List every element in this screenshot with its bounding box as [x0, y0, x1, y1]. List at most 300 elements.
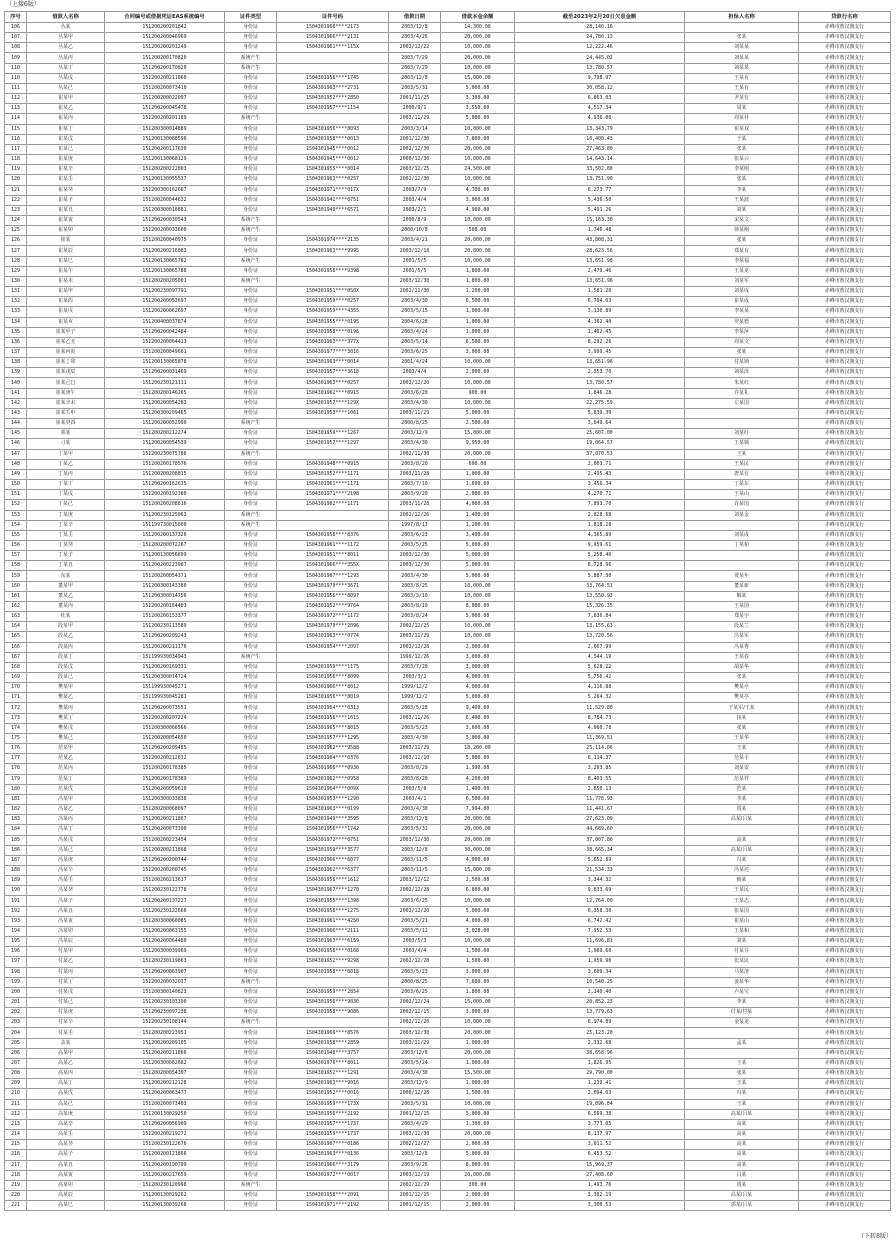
interest-owed: 24,780.13 [515, 33, 685, 43]
id-type: 身份证 [225, 591, 277, 601]
id-number: 1504301959****173X [277, 1099, 389, 1109]
table-row [5, 876, 891, 886]
loan-date: 2003/5/31 [389, 1099, 441, 1109]
row-number: 161 [5, 591, 27, 601]
contract-number: 151200200209185 [105, 1038, 225, 1048]
id-number: 1504301959****1175 [277, 662, 389, 672]
borrower-name: 冯某辛 [27, 865, 105, 875]
table-row [5, 144, 891, 154]
id-type: 身份证 [225, 906, 277, 916]
guarantor-name: 高某/吕某 [685, 815, 799, 825]
interest-owed: 30,058.12 [515, 83, 685, 93]
borrower-name: 邓某 [27, 429, 105, 439]
guarantor-name: 高某 [685, 1119, 799, 1129]
table-row [5, 957, 891, 967]
guarantor-name: 解某 [685, 591, 799, 601]
id-number: 1504301967****1270 [277, 886, 389, 896]
borrower-name: 崔某壬申 [27, 408, 105, 418]
row-number: 183 [5, 815, 27, 825]
id-type: 身份证 [225, 581, 277, 591]
contract-number: 151200200178385 [105, 764, 225, 774]
guarantor-name: 付某锁 [685, 358, 799, 368]
contract-number: 151200300014756 [105, 591, 225, 601]
interest-owed: 20,852.23 [515, 998, 685, 1008]
table-row [5, 480, 891, 490]
guarantor-name: 宋某文 [685, 215, 799, 225]
id-number: 1504301956****1615 [277, 713, 389, 723]
row-number: 164 [5, 622, 27, 632]
interest-owed: 6,114.37 [515, 754, 685, 764]
guarantor-name: 王某 [685, 1058, 799, 1068]
lending-branch: 赤峰市敖汉旗支行 [799, 713, 891, 723]
interest-owed: 8,728.96 [515, 561, 685, 571]
row-number: 144 [5, 419, 27, 429]
lending-branch: 赤峰市敖汉旗支行 [799, 1089, 891, 1099]
borrower-name: 高某甲 [27, 1048, 105, 1058]
lending-branch: 赤峰市敖汉旗支行 [799, 855, 891, 865]
row-number: 170 [5, 683, 27, 693]
loan-date: 2003/4/26 [389, 33, 441, 43]
contract-number: 151200300143380 [105, 581, 225, 591]
contract-number: 151200200073551 [105, 703, 225, 713]
id-number: 1504301962****0958 [277, 774, 389, 784]
loan-date: 2003/11/29 [389, 632, 441, 642]
id-number: 1504301971****2198 [277, 490, 389, 500]
lending-branch: 赤峰市敖汉旗支行 [799, 134, 891, 144]
id-number: 1504301955****0014 [277, 165, 389, 175]
lending-branch: 赤峰市敖汉旗支行 [799, 693, 891, 703]
lending-branch: 赤峰市敖汉旗支行 [799, 43, 891, 53]
principal-balance: 5,000.00 [441, 571, 515, 581]
table-row [5, 1038, 891, 1048]
lending-branch: 赤峰市敖汉旗支行 [799, 805, 891, 815]
borrower-name: 樊某乙 [27, 693, 105, 703]
contract-number: 151200200146265 [105, 388, 225, 398]
row-number: 202 [5, 1008, 27, 1018]
interest-owed: 2,332.68 [515, 1038, 685, 1048]
principal-balance: 4,700.00 [441, 185, 515, 195]
table-row [5, 612, 891, 622]
lending-branch: 赤峰市敖汉旗支行 [799, 104, 891, 114]
row-number: 133 [5, 307, 27, 317]
table-row [5, 693, 891, 703]
interest-owed: 11,529.80 [515, 703, 685, 713]
guarantor-name: 于某 [685, 134, 799, 144]
lending-branch: 赤峰市敖汉旗支行 [799, 500, 891, 510]
borrower-name: 崔某 [27, 236, 105, 246]
table-row [5, 185, 891, 195]
interest-owed: 3,011.52 [515, 1140, 685, 1150]
guarantor-name: 王某国 [685, 601, 799, 611]
interest-owed: 19,096.84 [515, 1099, 685, 1109]
table-row [5, 1190, 891, 1200]
interest-owed: 15,969.37 [515, 1160, 685, 1170]
guarantor-name: 冯某军 [685, 632, 799, 642]
borrower-name: 高某癸 [27, 1140, 105, 1150]
contract-number: 151200200208816 [105, 500, 225, 510]
id-type: 身份证 [225, 327, 277, 337]
lending-branch: 赤峰市敖汉旗支行 [799, 368, 891, 378]
principal-balance: 7,800.00 [441, 134, 515, 144]
row-number: 182 [5, 805, 27, 815]
table-row [5, 398, 891, 408]
contract-number: 151200230119863 [105, 957, 225, 967]
id-number: 1504301949****3595 [277, 815, 389, 825]
principal-balance: 20,000.00 [441, 33, 515, 43]
interest-owed: 4,936.00 [515, 114, 685, 124]
header-interest: 截至2023年2月20日欠息金额 [515, 12, 685, 23]
borrower-name: 付某庚 [27, 1008, 105, 1018]
loan-ledger-table [4, 11, 891, 1211]
interest-owed: 5,436.50 [515, 195, 685, 205]
id-number: 1504301945****0012 [277, 144, 389, 154]
borrower-name: 崔某巳 [27, 256, 105, 266]
guarantor-name: 张某 [685, 175, 799, 185]
id-number: 1504301964****0376 [277, 754, 389, 764]
id-type: 身份证 [225, 94, 277, 104]
guarantor-name [685, 1028, 799, 1038]
loan-date: 2003/12/12 [389, 876, 441, 886]
row-number: 204 [5, 1028, 27, 1038]
id-number [277, 276, 389, 286]
lending-branch: 赤峰市敖汉旗支行 [799, 1160, 891, 1170]
loan-date: 2003/6/23 [389, 530, 441, 540]
row-number: 116 [5, 134, 27, 144]
guarantor-name: 张某 [685, 33, 799, 43]
row-number: 220 [5, 1190, 27, 1200]
table-row [5, 1140, 891, 1150]
loan-date: 2002/12/27 [389, 1140, 441, 1150]
lending-branch: 赤峰市敖汉旗支行 [799, 327, 891, 337]
row-number: 126 [5, 236, 27, 246]
table-row [5, 987, 891, 997]
interest-owed: 11,778.93 [515, 794, 685, 804]
principal-balance: 20,000.00 [441, 825, 515, 835]
contract-number: 151200200178576 [105, 459, 225, 469]
id-number: 1504301958****0168 [277, 947, 389, 957]
principal-balance: 2,500.00 [441, 876, 515, 886]
header-no: 序号 [5, 12, 27, 23]
lending-branch: 赤峰市敖汉旗支行 [799, 601, 891, 611]
table-row [5, 1018, 891, 1028]
id-number: 1504301961****4250 [277, 916, 389, 926]
row-number: 151 [5, 490, 27, 500]
id-number: 1504301976****8011 [277, 1058, 389, 1068]
id-type: 身份证 [225, 175, 277, 185]
loan-date: 2003/12/8 [389, 1150, 441, 1160]
guarantor-name: 高某/吕某 [685, 1109, 799, 1119]
table-row [5, 642, 891, 652]
table-row [5, 855, 891, 865]
contract-number: 151200230122778 [105, 886, 225, 896]
lending-branch: 赤峰市敖汉旗支行 [799, 1130, 891, 1140]
interest-owed: 3,293.85 [515, 764, 685, 774]
table-row [5, 662, 891, 672]
id-number: 1504301958****9398 [277, 266, 389, 276]
row-number: 131 [5, 287, 27, 297]
borrower-name: 付某壬 [27, 1028, 105, 1038]
interest-owed: 3,773.05 [515, 1119, 685, 1129]
interest-owed: 13,651.98 [515, 358, 685, 368]
contract-number: 151200230120998 [105, 1180, 225, 1190]
interest-owed: 2,094.63 [515, 1089, 685, 1099]
interest-owed: 2,140.40 [515, 987, 685, 997]
principal-balance: 20,000.00 [441, 1028, 515, 1038]
row-number: 193 [5, 916, 27, 926]
principal-balance: 900.00 [441, 388, 515, 398]
table-row [5, 998, 891, 1008]
loan-date: 2003/11/29 [389, 744, 441, 754]
principal-balance: 1,500.00 [441, 947, 515, 957]
row-number: 195 [5, 937, 27, 947]
id-type: 身份证 [225, 83, 277, 93]
row-number: 218 [5, 1170, 27, 1180]
lending-branch: 赤峰市敖汉旗支行 [799, 754, 891, 764]
loan-date: 2003/4/30 [389, 733, 441, 743]
guarantor-name: 李某 [685, 794, 799, 804]
loan-date: 2003/12/10 [389, 754, 441, 764]
lending-branch: 赤峰市敖汉旗支行 [799, 215, 891, 225]
id-number: 1504301949****6571 [277, 205, 389, 215]
row-number: 145 [5, 429, 27, 439]
table-row [5, 754, 891, 764]
loan-date: 2003/12/19 [389, 1170, 441, 1180]
borrower-name: 冯某辰 [27, 937, 105, 947]
loan-date: 2003/7/20 [389, 662, 441, 672]
table-row [5, 916, 891, 926]
principal-balance: 3,000.00 [441, 195, 515, 205]
header-bank: 贷款行名称 [799, 12, 891, 23]
row-number: 186 [5, 845, 27, 855]
id-number: 1504301977****3016 [277, 348, 389, 358]
id-type: 身份证 [225, 165, 277, 175]
interest-owed: 28,140.16 [515, 23, 685, 33]
id-type: 身份证 [225, 683, 277, 693]
contract-number: 151200200200745 [105, 865, 225, 875]
id-type: 身份证 [225, 916, 277, 926]
guarantor-name: 张某 [685, 144, 799, 154]
id-number: 1504301962****1171 [277, 500, 389, 510]
row-number: 211 [5, 1099, 27, 1109]
contract-number: 151200130065782 [105, 256, 225, 266]
loan-date: 2003/3/10 [389, 591, 441, 601]
table-row [5, 571, 891, 581]
id-type: 身份证 [225, 774, 277, 784]
principal-balance: 10,000.00 [441, 1099, 515, 1109]
guarantor-name: 范某平 [685, 754, 799, 764]
table-row [5, 805, 891, 815]
id-number [277, 1018, 389, 1028]
interest-owed: 4,116.88 [515, 683, 685, 693]
principal-balance: 9,950.00 [441, 439, 515, 449]
interest-owed: 15,326.35 [515, 601, 685, 611]
table-row [5, 1089, 891, 1099]
borrower-name: 付某乙 [27, 957, 105, 967]
guarantor-name: 崔某山 [685, 916, 799, 926]
contract-number: 151200200201249 [105, 43, 225, 53]
guarantor-name [685, 408, 799, 418]
loan-date: 2002/11/30 [389, 287, 441, 297]
borrower-name: 冯某癸 [27, 886, 105, 896]
borrower-name: 付某丙 [27, 967, 105, 977]
loan-date: 2003/11/26 [389, 713, 441, 723]
lending-branch: 赤峰市敖汉旗支行 [799, 307, 891, 317]
id-number: 1504301962****9588 [277, 744, 389, 754]
id-number: 1504301962****0915 [277, 388, 389, 398]
contract-number: 151200200222803 [105, 165, 225, 175]
lending-branch: 赤峰市敖汉旗支行 [799, 683, 891, 693]
contract-number: 151200230108144 [105, 1018, 225, 1028]
id-type: 系统产生 [225, 276, 277, 286]
borrower-name: 崔某乙 [27, 104, 105, 114]
loan-date: 2003/4/30 [389, 297, 441, 307]
id-number: 1504301969****8576 [277, 1028, 389, 1038]
table-row [5, 815, 891, 825]
principal-balance: 4,000.00 [441, 673, 515, 683]
id-type: 身份证 [225, 662, 277, 672]
interest-owed: 1,826.95 [515, 1058, 685, 1068]
id-type: 身份证 [225, 1038, 277, 1048]
lending-branch: 赤峰市敖汉旗支行 [799, 1109, 891, 1119]
interest-owed: 13,751.90 [515, 175, 685, 185]
row-number: 112 [5, 94, 27, 104]
borrower-name: 董某丙 [27, 601, 105, 611]
header-guarantor: 担保人名称 [685, 12, 799, 23]
id-type: 身份证 [225, 408, 277, 418]
guarantor-name: 刘某成 [685, 530, 799, 540]
id-number: 1504301963****0257 [277, 378, 389, 388]
table-row [5, 794, 891, 804]
id-type: 身份证 [225, 1058, 277, 1068]
loan-date: 2003/12/30 [389, 1130, 441, 1140]
contract-number: 151200200121866 [105, 1150, 225, 1160]
row-number: 215 [5, 1140, 27, 1150]
principal-balance: 2,000.00 [441, 1201, 515, 1211]
id-number [277, 226, 389, 236]
interest-owed: 3,649.64 [515, 419, 685, 429]
loan-date: 1999/12/2 [389, 693, 441, 703]
principal-balance: 10,000.00 [441, 175, 515, 185]
loan-date: 2003/4/1 [389, 794, 441, 804]
principal-balance: 1,990.00 [441, 764, 515, 774]
lending-branch: 赤峰市敖汉旗支行 [799, 581, 891, 591]
guarantor-name: 刘某 [685, 205, 799, 215]
lending-branch: 赤峰市敖汉旗支行 [799, 896, 891, 906]
principal-balance: 20,000.00 [441, 144, 515, 154]
row-number: 162 [5, 601, 27, 611]
guarantor-name: 刘某雷 [685, 764, 799, 774]
interest-owed: 21,534.33 [515, 865, 685, 875]
id-number: 1504301945****0012 [277, 155, 389, 165]
borrower-name: 范某丁 [27, 774, 105, 784]
id-type: 身份证 [225, 1069, 277, 1079]
lending-branch: 赤峰市敖汉旗支行 [799, 794, 891, 804]
lending-branch: 赤峰市敖汉旗支行 [799, 987, 891, 997]
table-row [5, 1048, 891, 1058]
id-type: 身份证 [225, 500, 277, 510]
id-type: 身份证 [225, 733, 277, 743]
borrower-name: 崔某甲子 [27, 327, 105, 337]
id-type: 系统产生 [225, 1180, 277, 1190]
guarantor-name: 董某新 [685, 581, 799, 591]
id-type: 身份证 [225, 1008, 277, 1018]
table-row [5, 337, 891, 347]
lending-branch: 赤峰市敖汉旗支行 [799, 937, 891, 947]
interest-owed: 22,275.59 [515, 398, 685, 408]
table-row [5, 1099, 891, 1109]
borrower-name: 东某 [27, 571, 105, 581]
principal-balance: 2,500.00 [441, 419, 515, 429]
table-row [5, 33, 891, 43]
id-number: 1504301966****3179 [277, 1160, 389, 1170]
loan-date: 2003/4/4 [389, 368, 441, 378]
table-row [5, 1069, 891, 1079]
principal-balance: 10,000.00 [441, 215, 515, 225]
loan-date: 2001/4/24 [389, 358, 441, 368]
interest-owed: 6,273.77 [515, 185, 685, 195]
id-type: 身份证 [225, 815, 277, 825]
borrower-name: 高某己 [27, 1099, 105, 1109]
row-number: 192 [5, 906, 27, 916]
contract-number: 151200200137326 [105, 530, 225, 540]
contract-number: 151200200207224 [105, 713, 225, 723]
guarantor-name: 于某军/王某 [685, 703, 799, 713]
principal-balance: 3,000.00 [441, 662, 515, 672]
lending-branch: 赤峰市敖汉旗支行 [799, 256, 891, 266]
guarantor-name: 李某 [685, 185, 799, 195]
id-number: 1504301954****2097 [277, 642, 389, 652]
row-number: 209 [5, 1079, 27, 1089]
table-row [5, 134, 891, 144]
id-type: 系统产生 [225, 1018, 277, 1028]
interest-owed: 3,999.45 [515, 348, 685, 358]
table-row [5, 388, 891, 398]
id-number: 1504301958****2091 [277, 1190, 389, 1200]
principal-balance: 2,000.00 [441, 642, 515, 652]
lending-branch: 赤峰市敖汉旗支行 [799, 449, 891, 459]
guarantor-name: 刘某某 [685, 53, 799, 63]
guarantor-name: 高某 [685, 1160, 799, 1170]
interest-owed: 1,462.45 [515, 327, 685, 337]
loan-date: 2001/12/15 [389, 1201, 441, 1211]
principal-balance: 5,000.00 [441, 83, 515, 93]
loan-date: 2003/12/30 [389, 835, 441, 845]
id-number: 1504301966****8012 [277, 683, 389, 693]
borrower-name: 丁某己 [27, 500, 105, 510]
loan-date: 2003/12/9 [389, 1079, 441, 1089]
principal-balance: 10,000.00 [441, 1018, 515, 1028]
row-number: 107 [5, 33, 27, 43]
principal-balance: 20,000.00 [441, 236, 515, 246]
borrower-name: 高某巳 [27, 1201, 105, 1211]
guarantor-name: 刘某红 [685, 429, 799, 439]
header-contract: 合同编号或借据凭证EAS系统编号 [105, 12, 225, 23]
id-number: 1504301948****3757 [277, 1048, 389, 1058]
id-number: 1504301958****9086 [277, 1008, 389, 1018]
table-row [5, 175, 891, 185]
contract-number: 151200200211866 [105, 1048, 225, 1058]
id-type: 身份证 [225, 185, 277, 195]
principal-balance: 5,000.00 [441, 906, 515, 916]
contract-number: 151200200211860 [105, 73, 225, 83]
interest-owed: 33,502.80 [515, 165, 685, 175]
lending-branch: 赤峰市敖汉旗支行 [799, 561, 891, 571]
lending-branch: 赤峰市敖汉旗支行 [799, 551, 891, 561]
id-number: 1504301958****8376 [277, 530, 389, 540]
row-number: 152 [5, 500, 27, 510]
lending-branch: 赤峰市敖汉旗支行 [799, 144, 891, 154]
row-number: 136 [5, 337, 27, 347]
